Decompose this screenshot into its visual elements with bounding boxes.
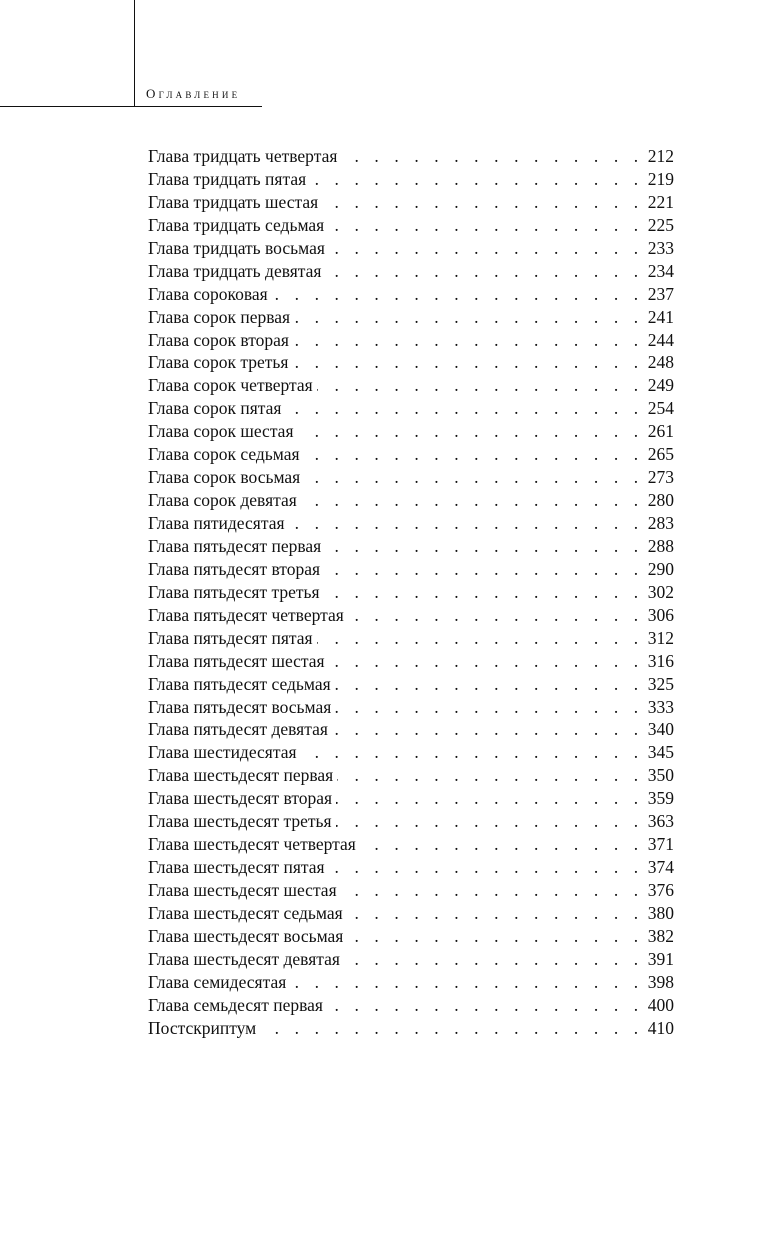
toc-entry (148, 283, 674, 306)
toc-entry (148, 994, 674, 1017)
toc-entry-page-number: 241 (647, 306, 674, 327)
toc-entry-title: Глава пятьдесят четвертая (148, 604, 344, 625)
toc-entry (148, 443, 674, 466)
toc-dot-leader (337, 764, 644, 787)
toc-entry-title: Глава тридцать шестая (148, 191, 319, 212)
toc-dot-leader (325, 535, 644, 558)
toc-entry-page-number: 345 (647, 742, 674, 763)
toc-entry-title: Глава тридцать девятая (148, 260, 322, 281)
toc-entry (148, 810, 674, 833)
toc-entry-title: Глава шестьдесят седьмая (148, 902, 343, 923)
toc-dot-leader (310, 168, 644, 191)
toc-entry-page-number: 237 (647, 283, 674, 304)
toc-entry (148, 971, 674, 994)
toc-dot-leader (344, 948, 644, 971)
toc-entry (148, 650, 674, 673)
toc-dot-leader (285, 397, 643, 420)
toc-entry (148, 558, 674, 581)
toc-dot-leader (341, 879, 644, 902)
toc-dot-leader (360, 833, 644, 856)
toc-dot-leader (329, 650, 644, 673)
toc-dot-leader (324, 581, 644, 604)
toc-dot-leader (304, 466, 644, 489)
toc-dot-leader (336, 787, 644, 810)
toc-entry (148, 581, 674, 604)
toc-entry-page-number: 221 (647, 191, 674, 212)
toc-dot-leader (289, 512, 644, 535)
toc-entry (148, 741, 674, 764)
toc-entry-title: Глава семьдесят первая (148, 994, 323, 1015)
toc-entry-page-number: 382 (647, 925, 674, 946)
toc-dot-leader (347, 902, 644, 925)
table-of-contents (148, 145, 674, 1040)
toc-dot-leader (335, 696, 643, 719)
header-vertical-rule (134, 0, 135, 107)
toc-entry (148, 466, 674, 489)
toc-entry (148, 351, 674, 374)
toc-entry-title: Глава сорок девятая (148, 490, 297, 511)
toc-dot-leader (260, 1017, 644, 1040)
toc-entry (148, 948, 674, 971)
toc-entry (148, 374, 674, 397)
toc-dot-leader (292, 351, 643, 374)
toc-entry-page-number: 380 (647, 902, 674, 923)
toc-entry-title: Глава сорок первая (148, 306, 291, 327)
toc-entry-title: Глава шестьдесят третья (148, 811, 332, 832)
toc-entry (148, 673, 674, 696)
toc-entry-page-number: 316 (647, 650, 674, 671)
toc-entry-title: Глава тридцать седьмая (148, 214, 325, 235)
toc-entry (148, 329, 674, 352)
toc-entry (148, 833, 674, 856)
toc-dot-leader (304, 443, 644, 466)
toc-entry-page-number: 273 (647, 467, 674, 488)
toc-dot-leader (324, 558, 644, 581)
toc-entry (148, 191, 674, 214)
toc-entry-title: Глава тридцать четвертая (148, 146, 338, 166)
toc-dot-leader (327, 994, 644, 1017)
toc-entry (148, 856, 674, 879)
toc-dot-leader (332, 718, 644, 741)
toc-entry-page-number: 225 (647, 214, 674, 235)
toc-entry-page-number: 340 (647, 719, 674, 740)
toc-dot-leader (301, 741, 644, 764)
toc-entry-page-number: 283 (647, 513, 674, 533)
toc-entry-page-number: 359 (647, 788, 674, 809)
toc-entry (148, 168, 674, 191)
toc-entry (148, 879, 674, 902)
toc-entry-title: Глава сорок третья (148, 352, 289, 373)
toc-entry-page-number: 234 (647, 260, 674, 281)
toc-entry-title: Глава сорок седьмая (148, 444, 300, 465)
toc-entry (148, 764, 674, 787)
toc-entry-page-number: 312 (647, 627, 674, 648)
toc-entry (148, 489, 674, 512)
toc-entry-title: Глава семидесятая (148, 971, 287, 992)
toc-entry-title: Глава пятьдесят вторая (148, 558, 321, 579)
toc-entry-page-number: 350 (647, 765, 674, 786)
toc-dot-leader (341, 145, 643, 168)
toc-dot-leader (336, 810, 644, 833)
toc-entry (148, 214, 674, 237)
toc-entry (148, 787, 674, 810)
toc-entry-title: Глава шестьдесят пятая (148, 857, 325, 878)
toc-entry (148, 535, 674, 558)
toc-entry-title: Глава сорок шестая (148, 421, 294, 442)
toc-entry-title: Глава пятьдесят пятая (148, 627, 313, 648)
toc-dot-leader (298, 420, 644, 443)
toc-entry-page-number: 254 (647, 398, 674, 419)
toc-dot-leader (272, 283, 644, 306)
toc-entry (148, 696, 674, 719)
toc-dot-leader (347, 925, 643, 948)
toc-entry-title: Глава пятьдесят третья (148, 581, 320, 602)
toc-entry-page-number: 248 (647, 352, 674, 373)
toc-entry-page-number: 280 (647, 490, 674, 511)
toc-entry-title: Глава сорок вторая (148, 329, 289, 350)
toc-dot-leader (294, 306, 644, 329)
toc-entry-page-number: 410 (647, 1017, 674, 1038)
toc-entry-title: Глава шестьдесят четвертая (148, 834, 356, 855)
toc-entry-title: Глава пятьдесят шестая (148, 650, 325, 671)
toc-entry-title: Глава сороковая (148, 283, 268, 304)
toc-dot-leader (301, 489, 644, 512)
toc-entry-page-number: 306 (647, 604, 674, 625)
toc-entry-page-number: 261 (647, 421, 674, 442)
toc-entry-page-number: 265 (647, 444, 674, 465)
toc-entry-title: Глава шестьдесят шестая (148, 880, 337, 900)
toc-dot-leader (322, 191, 644, 214)
toc-entry-page-number: 371 (647, 834, 674, 855)
toc-entry-title: Глава пятьдесят седьмая (148, 673, 331, 694)
toc-dot-leader (317, 374, 644, 397)
toc-entry (148, 260, 674, 283)
toc-entry-page-number: 288 (647, 535, 674, 556)
toc-entry (148, 627, 674, 650)
toc-entry-title: Глава шестьдесят первая (148, 765, 334, 786)
toc-entry (148, 237, 674, 260)
toc-entry-title: Глава пятьдесят девятая (148, 719, 328, 740)
toc-dot-leader (328, 214, 644, 237)
toc-entry-page-number: 374 (647, 857, 674, 878)
toc-entry-page-number: 398 (647, 971, 674, 992)
toc-entry-page-number: 391 (647, 948, 674, 969)
toc-entry-page-number: 333 (647, 696, 674, 717)
toc-entry (148, 397, 674, 420)
toc-entry (148, 902, 674, 925)
toc-entry (148, 1017, 674, 1040)
toc-entry (148, 306, 674, 329)
toc-dot-leader (329, 856, 644, 879)
toc-entry-page-number: 212 (647, 146, 674, 166)
toc-dot-leader (325, 260, 643, 283)
toc-entry-title: Глава тридцать пятая (148, 168, 307, 189)
toc-entry-title: Глава сорок четвертая (148, 375, 313, 396)
toc-entry-page-number: 400 (647, 994, 674, 1015)
toc-entry-page-number: 376 (647, 880, 674, 900)
toc-entry-page-number: 233 (647, 237, 674, 258)
toc-entry-page-number: 244 (647, 329, 674, 350)
toc-entry-title: Глава сорок восьмая (148, 467, 301, 488)
toc-entry (148, 145, 674, 168)
toc-entry (148, 718, 674, 741)
toc-entry-title: Глава тридцать восьмая (148, 237, 325, 258)
toc-dot-leader (317, 627, 644, 650)
header-horizontal-rule (0, 106, 262, 107)
toc-entry-title: Глава шестьдесят девятая (148, 948, 340, 969)
toc-entry-title: Глава сорок пятая (148, 398, 282, 419)
toc-entry (148, 420, 674, 443)
toc-entry-page-number: 302 (647, 581, 674, 602)
toc-entry-title: Глава пятидесятая (148, 513, 285, 533)
toc-entry-page-number: 290 (647, 558, 674, 579)
toc-dot-leader (335, 673, 644, 696)
toc-dot-leader (348, 604, 644, 627)
toc-entry-page-number: 363 (647, 811, 674, 832)
toc-entry-title: Глава шестьдесят вторая (148, 788, 333, 809)
toc-entry (148, 925, 674, 948)
toc-entry-page-number: 325 (647, 673, 674, 694)
toc-entry-title: Глава пятьдесят восьмая (148, 696, 332, 717)
toc-entry-page-number: 219 (647, 168, 674, 189)
toc-entry-title: Глава шестидесятая (148, 742, 297, 763)
toc-entry-title: Постскриптум (148, 1017, 257, 1038)
toc-dot-leader (293, 329, 644, 352)
running-head: Оглавление (146, 86, 241, 101)
toc-dot-leader (290, 971, 643, 994)
toc-entry (148, 604, 674, 627)
toc-dot-leader (329, 237, 644, 260)
toc-entry-title: Глава шестьдесят восьмая (148, 925, 344, 946)
toc-entry-page-number: 249 (647, 375, 674, 396)
toc-entry (148, 512, 674, 535)
toc-entry-title: Глава пятьдесят первая (148, 535, 322, 556)
